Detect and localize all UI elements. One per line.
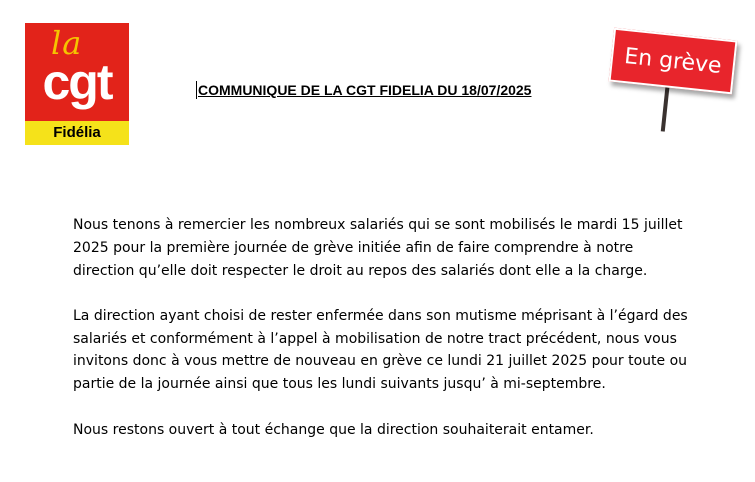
strike-sign-image	[605, 30, 745, 134]
document-body	[73, 214, 693, 464]
logo-main-text: cgt	[42, 54, 112, 110]
paragraph-open-dialogue: Nous restons ouvert à tout échange que la direction souhaiterait entamer.	[73, 421, 594, 438]
logo-script-text: la	[51, 24, 83, 62]
sign-text: En grève	[623, 43, 723, 79]
document-title: COMMUNIQUE DE LA CGT FIDELIA DU 18/07/2025	[198, 82, 532, 98]
paragraph-strike-call: La direction ayant choisi de rester enfermée dans son mutisme méprisant à l’égard des salariés et conformément à l’appel à mobilisation de notre tract précédent, nous vous invitons donc à vous mettre de nouveau en grève ce lundi 21 juillet 2025 pour toute ou partie de la journée ainsi que tous les lundi suivants jusqu’ à mi-septembre.	[73, 307, 688, 393]
cgt-fidelia-logo	[25, 23, 129, 145]
paragraph-thanks: Nous tenons à remercier les nombreux salariés qui se sont mobilisés le mardi 15 juillet 2025 pour la première journée de grève initiée afin de faire comprendre à notre direction qu’elle doit respecter le droit au repos des salariés dont elle a la charge.	[73, 217, 683, 279]
sign-board	[609, 28, 738, 95]
logo-band-text: Fidélia	[25, 121, 129, 145]
